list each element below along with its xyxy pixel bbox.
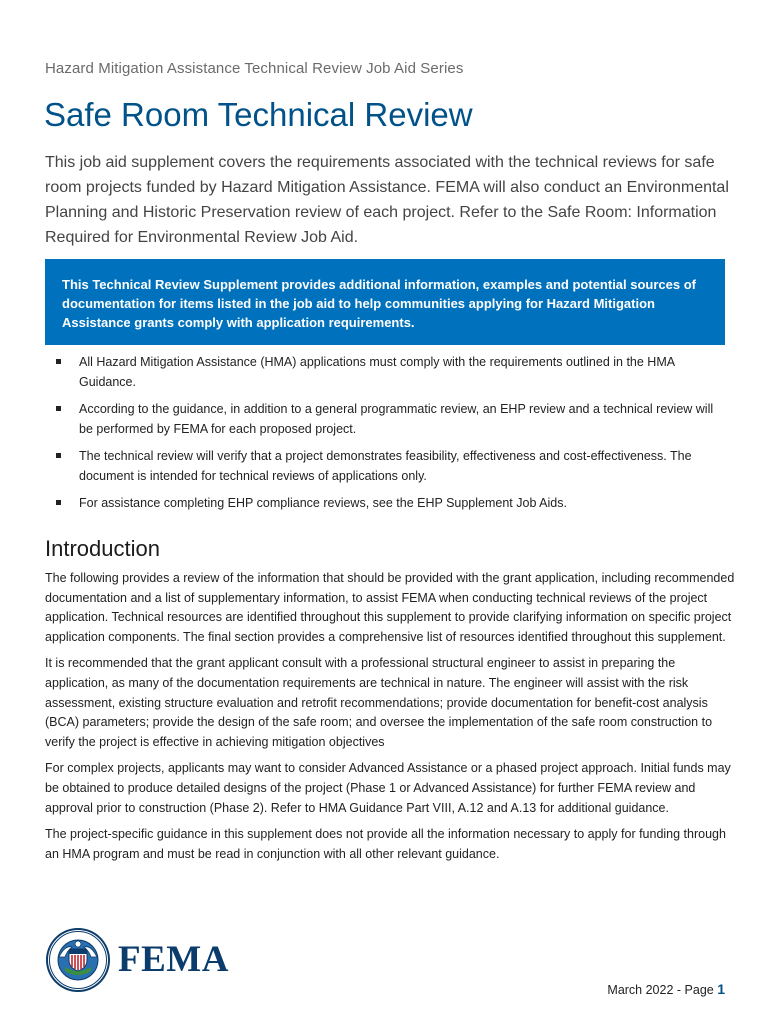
introduction-heading: Introduction (45, 536, 160, 561)
page-title: Safe Room Technical Review (44, 96, 473, 133)
list-item (45, 446, 725, 486)
bullet-square-icon (56, 359, 61, 364)
footer-date: March 2022 - Page (607, 983, 718, 997)
fema-wordmark: FEMA (118, 939, 229, 980)
body-paragraph: The project-specific guidance in this supplement does not provide all the information necessary to apply for funding through an HMA program and must be read in conjunction with all other relevant guidance. (45, 827, 726, 861)
list-item (45, 352, 725, 392)
callout-text: This Technical Review Supplement provides additional information, examples and potential sources of documentation for items listed in the job aid to help communities applying for Hazard Mitigation Assistance grants comply with application requirements. (62, 277, 696, 330)
bullet-text: For assistance completing EHP compliance reviews, see the EHP Supplement Job Aids. (79, 496, 567, 510)
body-paragraph: The following provides a review of the information that should be provided with the grant application, including recommended documentation and a list of supplementary information, to assist FEMA when conducting technical reviews of the project application. Technical resources are identified throughout this supplement to provide clarifying information on specific project application components. The final section provides a comprehensive list of resources identified throughout this supplement. (45, 571, 735, 644)
list-item (45, 399, 725, 439)
body-paragraph: It is recommended that the grant applicant consult with a professional structural engineer to assist in preparing the application, as many of the documentation requirements are technical in nature. The engineer will assist with the risk assessment, existing structure evaluation and retrofit recommendations; provide documentation for benefit-cost analysis (BCA) parameters; provide the design of the safe room; and oversee the implementation of the safe room construction to verify the project is effective in achieving mitigation objectives (45, 656, 713, 749)
list-item (45, 493, 725, 513)
bullet-square-icon (56, 406, 61, 411)
bullet-square-icon (56, 453, 61, 458)
bullet-text: All Hazard Mitigation Assistance (HMA) applications must comply with the requirements outlined in the HMA Guidance. (79, 355, 675, 389)
series-label: Hazard Mitigation Assistance Technical Review Job Aid Series (45, 60, 464, 77)
bullet-list (45, 352, 725, 520)
bullet-text: According to the guidance, in addition to a general programmatic review, an EHP review and a technical review will be performed by FEMA for each proposed project. (79, 402, 714, 436)
fema-logo (45, 925, 229, 995)
page-number: 1 (717, 981, 725, 997)
body-paragraph: For complex projects, applicants may want to consider Advanced Assistance or a phased project approach. Initial funds may be obtained to produce detailed designs of the project (Phase 1 or Advanced Assistance) for further FEMA review and approval prior to construction (Phase 2). Refer to HMA Guidance Part VIII, A.12 and A.13 for additional guidance. (45, 761, 731, 815)
bullet-square-icon (56, 500, 61, 505)
lead-paragraph: This job aid supplement covers the requirements associated with the technical reviews for safe room projects funded by Hazard Mitigation Assistance. FEMA will also conduct an Environmental Planning and Historic Preservation review of each project. Refer to the Safe Room: Information Required for Environmental Review Job Aid. (45, 154, 729, 246)
introduction-body (45, 569, 735, 871)
page-footer (607, 981, 725, 997)
callout-box (45, 259, 725, 345)
bullet-text: The technical review will verify that a project demonstrates feasibility, effectiveness and cost-effectiveness. The document is intended for technical reviews of applications only. (79, 449, 692, 483)
dhs-seal-icon (45, 927, 111, 993)
